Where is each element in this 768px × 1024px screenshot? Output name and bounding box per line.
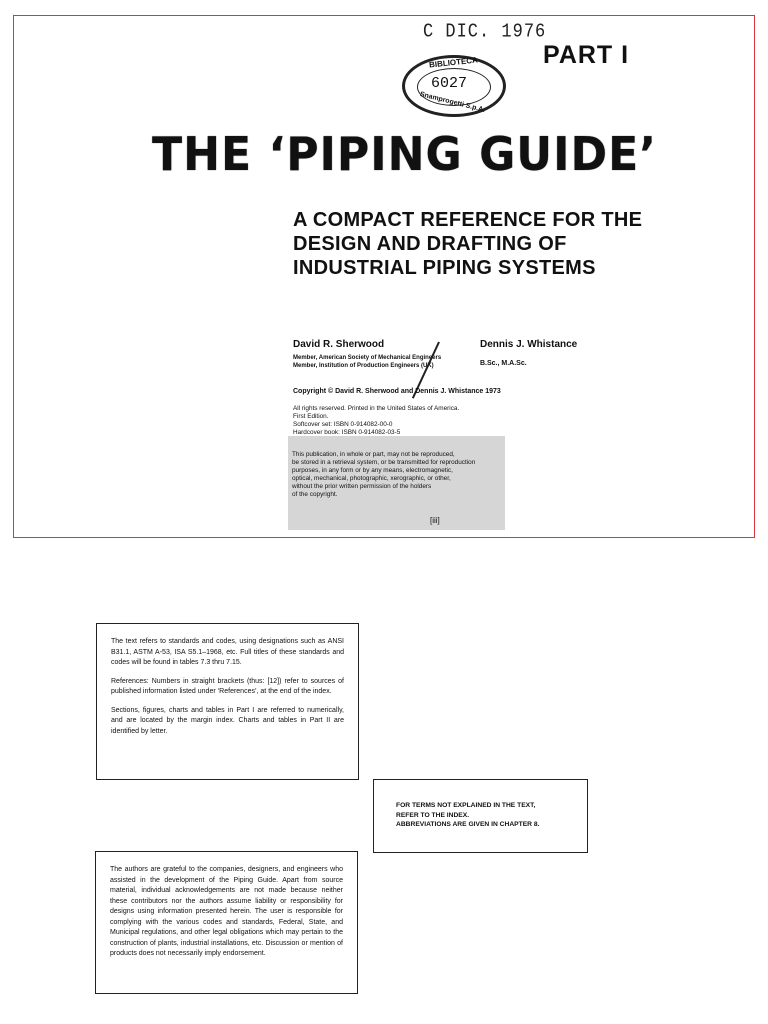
- author-credential: Member, American Society of Mechanical Engineers: [293, 355, 442, 361]
- notice-line: of the copyright.: [292, 491, 338, 498]
- acknowledgement-box: [95, 851, 358, 994]
- author-name: David R. Sherwood: [293, 339, 385, 350]
- notice-line: without the prior written permission of the holders: [292, 483, 432, 490]
- terms-line: FOR TERMS NOT EXPLAINED IN THE TEXT,: [396, 802, 536, 809]
- seal-bottom-text: Snamprogetti S.p.A.: [419, 91, 486, 114]
- author-credential: Member, Institution of Production Engineers (UK): [293, 363, 434, 369]
- note-paragraph: The text refers to standards and codes, using designations such as ANSI B31.1, ASTM A-53, ISA S5.1–1968, etc. Full titles of these standards and codes will be found in tables 7.3 thru 7.15.: [111, 638, 344, 666]
- subtitle-line: INDUSTRIAL PIPING SYSTEMS: [293, 257, 596, 279]
- rights-line: All rights reserved. Printed in the United States of America.: [293, 405, 460, 412]
- reproduction-notice: [288, 436, 505, 530]
- rights-line: First Edition.: [293, 413, 329, 420]
- copyright-line: Copyright © David R. Sherwood and Dennis J. Whistance 1973: [293, 388, 501, 395]
- notice-line: be stored in a retrieval system, or be transmitted for reproduction: [292, 459, 476, 466]
- subtitle-line: DESIGN AND DRAFTING OF: [293, 233, 567, 255]
- book-title: THE ‘PIPING GUIDE’: [152, 127, 657, 181]
- terms-line: ABBREVIATIONS ARE GIVEN IN CHAPTER 8.: [396, 821, 540, 828]
- subtitle: [293, 208, 713, 280]
- date-stamp: C DIC. 1976: [423, 21, 547, 44]
- terms-line: REFER TO THE INDEX.: [396, 811, 470, 819]
- subtitle-line: A COMPACT REFERENCE FOR THE: [293, 209, 643, 231]
- acknowledgement-paragraph: The authors are grateful to the companies, designers, and engineers who assisted in the development of the Piping Guide. Apart from source material, individual acknowledgements are not made because neither these contributors nor the authors assume liability or responsibility for designs using information presented herein. The user is responsible for complying with the various codes and standards, Federal, State, and Municipal regulations, and other legal obligations which may pertain to the construction of plants, industrial installations, etc. Discussion or mention of products does not necessarily imply endorsement.: [110, 866, 343, 957]
- terms-note-box: [373, 779, 588, 853]
- notice-line: optical, mechanical, photographic, xerographic, or other,: [292, 475, 451, 482]
- rights-line: Hardcover book: ISBN 0-914082-03-5: [293, 429, 401, 436]
- note-paragraph: References: Numbers in straight brackets (thus: [12]) refer to sources of published information listed under ‘References’, at the end of the index.: [111, 677, 344, 695]
- page-number: [iii]: [430, 516, 440, 525]
- notice-line: purposes, in any form or by any means, electromagnetic,: [292, 467, 453, 474]
- note-paragraph: Sections, figures, charts and tables in Part I are referred to numerically, and are located by the margin index. Charts and tables in Part II are identified by letter.: [111, 706, 344, 735]
- seal-number: 6027: [431, 75, 468, 92]
- author-credential: B.Sc., M.A.Sc.: [480, 360, 527, 367]
- part-label: PART I: [543, 41, 630, 69]
- author-left: [293, 339, 441, 370]
- notice-line: This publication, in whole or part, may not be reproduced,: [292, 451, 455, 458]
- rights-block: [293, 405, 459, 437]
- seal-top-text: BIBLIOTECA: [428, 55, 479, 70]
- rights-line: Softcover set: ISBN 0-914082-00-0: [293, 421, 393, 428]
- standards-note-box: [96, 623, 359, 780]
- author-name: Dennis J. Whistance: [480, 339, 578, 350]
- library-seal: [402, 55, 506, 117]
- author-right: [480, 339, 577, 368]
